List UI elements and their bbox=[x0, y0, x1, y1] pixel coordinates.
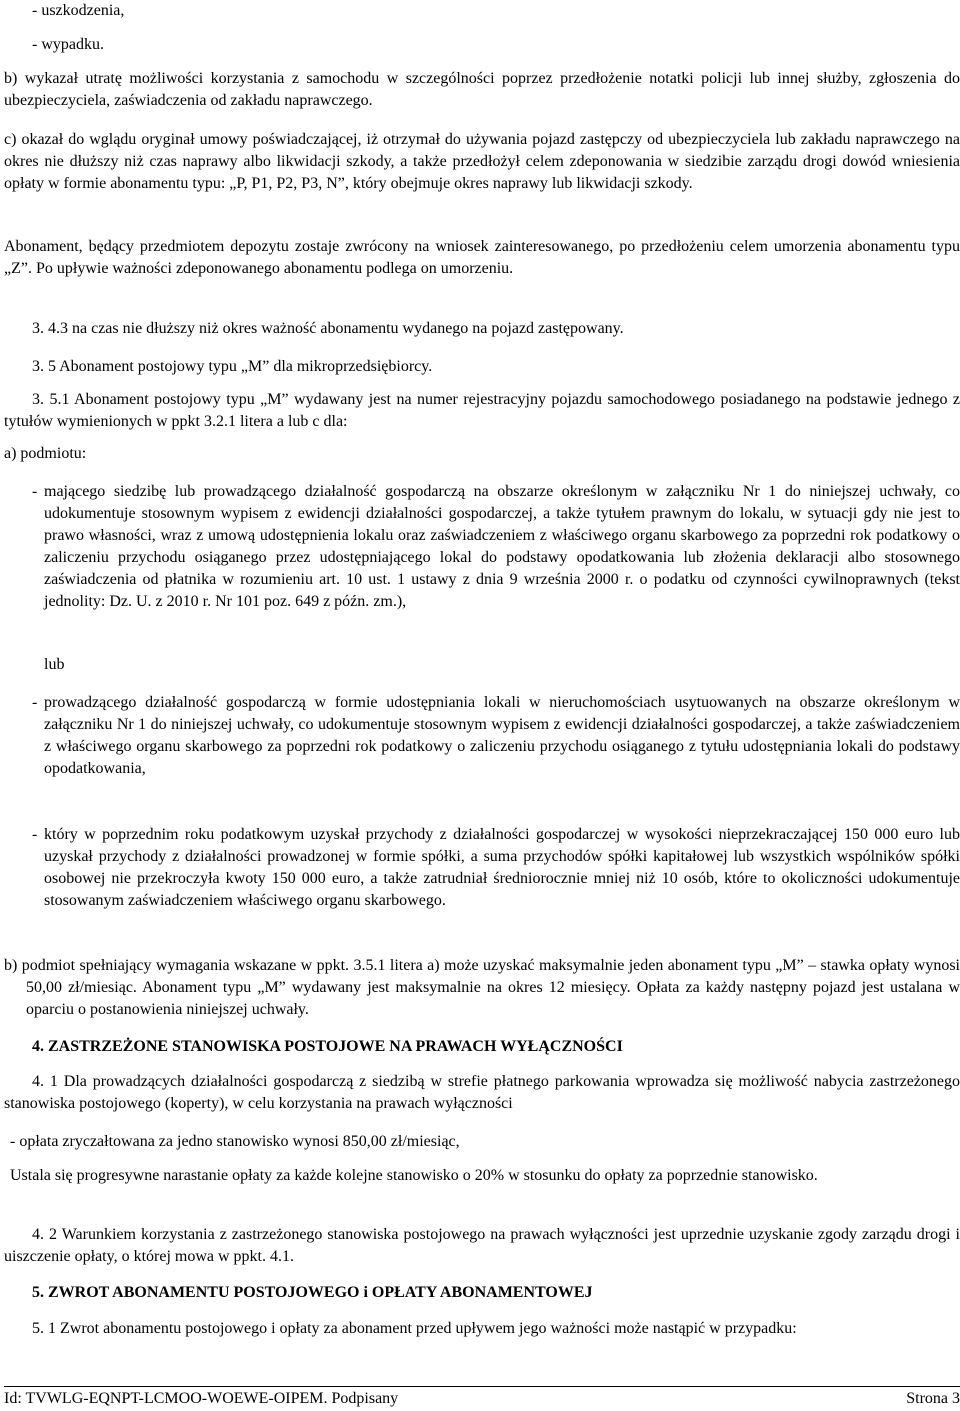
document-id: Id: TVWLG-EQNPT-LCMOO-WOEWE-OIPEM. Podpisany bbox=[4, 1390, 399, 1407]
paragraph-3-5: 3. 5 Abonament postojowy typu „M” dla mikroprzedsiębiorcy. bbox=[32, 358, 433, 375]
list-dash: - bbox=[32, 826, 38, 843]
paragraph-abonament: Abonament, będący przedmiotem depozytu zostaje zwrócony na wniosek zainteresowanego, po przedłożeniu celem umorzenia abonamentu typu „Z”. Po upływie ważności zdeponowanego abonamentu podlega on umorzeniu. bbox=[4, 238, 960, 277]
paragraph-5-1: 5. 1 Zwrot abonamentu postojowego i opłaty za abonament przed upływem jego ważności może nastąpić w przypadku: bbox=[32, 1320, 797, 1337]
paragraph-3-4-3: 3. 4.3 na czas nie dłuższy niż okres ważność abonamentu wydanego na pojazd zastępowany. bbox=[32, 320, 624, 337]
list-item: - uszkodzenia, bbox=[32, 2, 125, 19]
section-heading-4 bbox=[32, 1036, 960, 1058]
paragraph-oplata: - opłata zryczałtowana za jedno stanowisko wynosi 850,00 zł/miesiąc, bbox=[10, 1133, 460, 1150]
list-item: - wypadku. bbox=[32, 36, 104, 53]
list-dash: - bbox=[32, 483, 38, 500]
list-item: mającego siedzibę lub prowadzącego działalność gospodarczą na obszarze określonym w załączniku Nr 1 do niniejszej uchwały, co udokumentuje stosownym wypisem z ewidencji działalności gospodarczej, a także tytułem prawnym do lokalu, w sytuacji gdy nie jest to prawo własności, wraz z umową udostępnienia lokalu oraz zaświadczeniem z właściwego organu skarbowego za poprzedni rok podatkowy o zaliczeniu przychodu osiąganego przez udostępniającego lokal do podstawy opodatkowania lub złożenia deklaracji albo stosownego zaświadczenia od płatnika w rozumieniu art. 10 ust. 1 ustawy z dnia 9 września 2000 r. o podatku od czynności cywilnoprawnych (tekst jednolity: Dz. U. z 2010 r. Nr 101 poz. 649 z późn. zm.), bbox=[44, 483, 960, 610]
heading-text: ZWROT ABONAMENTU POSTOJOWEGO i OPŁATY ABONAMENTOWEJ bbox=[48, 1284, 593, 1301]
connector-lub: lub bbox=[44, 656, 65, 673]
paragraph-3-5-1: 3. 5.1 Abonament postojowy typu „M” wydawany jest na numer rejestracyjny pojazdu samochodowego posiadanego na podstawie jednego z tytułów wymienionych w ppkt 3.2.1 litera a lub c dla: bbox=[4, 391, 960, 430]
page-number: Strona 3 bbox=[906, 1390, 960, 1407]
paragraph-ustala: Ustala się progresywne narastanie opłaty za każde kolejne stanowisko o 20% w stosunku do opłaty za poprzednie stanowisko. bbox=[10, 1167, 818, 1184]
paragraph-4-1: 4. 1 Dla prowadzących działalności gospodarczą z siedzibą w strefie płatnego parkowania wprowadza się możliwość nabycia zastrzeżonego stanowiska postojowego (koperty), w celu korzystania na prawach wyłączności bbox=[4, 1073, 960, 1112]
paragraph-b2: b) podmiot spełniający wymagania wskazane w ppkt. 3.5.1 litera a) może uzyskać maksymalnie jeden abonament typu „M” – stawka opłaty wynosi 50,00 zł/miesiąc. Abonament typu „M” wydawany jest maksymalnie na okres 12 miesięcy. Opłata za każdy następny pojazd jest ustalana w oparciu o postanowienia niniejszej uchwały. bbox=[4, 957, 960, 1018]
section-heading-5 bbox=[32, 1282, 960, 1304]
heading-text: ZASTRZEŻONE STANOWISKA POSTOJOWE NA PRAWACH WYŁĄCZNOŚCI bbox=[48, 1038, 623, 1055]
list-item: który w poprzednim roku podatkowym uzyskał przychody z działalności gospodarczej w wysokości nieprzekraczającej 150 000 euro lub uzyskał przychody z działalności prowadzonej w formie spółki, a suma przychodów spółki kapitałowej lub wszystkich wspólników spółki osobowej nie przekroczyła kwoty 150 000 euro, a także zatrudniał średniorocznie mniej niż 10 osób, które to okoliczności udokumentuje stosowanym zaświadczeniem właściwego organu skarbowego. bbox=[44, 826, 960, 909]
paragraph-c: c) okazał do wglądu oryginał umowy poświadczającej, iż otrzymał do używania pojazd zastępczy od ubezpieczyciela lub zakładu naprawczego na okres nie dłuższy niż czas naprawy albo likwidacji szkody, a także przedłożył celem zdeponowania w siedzibie zarządu drogi dowód wniesienia opłaty w formie abonamentu typu: „P, P1, P2, P3, N”, który obejmuje okres naprawy lub likwidacji szkody. bbox=[4, 131, 960, 192]
paragraph-b: b) wykazał utratę możliwości korzystania z samochodu w szczególności poprzez przedłożenie notatki policji lub innej służby, zgłoszenia do ubezpieczyciela, zaświadczenia od zakładu naprawczego. bbox=[4, 70, 960, 109]
page-footer bbox=[4, 1386, 960, 1407]
heading-number: 4. bbox=[32, 1038, 44, 1055]
list-item: prowadzącego działalność gospodarczą w formie udostępniania lokali w nieruchomościach usytuowanych na obszarze określonym w załączniku Nr 1 do niniejszej uchwały, co udokumentuje stosownym wypisem z ewidencji działalności gospodarczej, a także zaświadczeniem z właściwego organu skarbowego za poprzedni rok podatkowy o zaliczeniu przychodu osiąganego z tytułu udostępniania lokali do podstawy opodatkowania, bbox=[44, 694, 960, 777]
paragraph-a: a) podmiotu: bbox=[4, 445, 87, 462]
paragraph-4-2: 4. 2 Warunkiem korzystania z zastrzeżonego stanowiska postojowego na prawach wyłączności jest uprzednie uzyskanie zgody zarządu drogi i uiszczenie opłaty, o której mowa w ppkt. 4.1. bbox=[4, 1226, 960, 1265]
list-dash: - bbox=[32, 694, 38, 711]
heading-number: 5. bbox=[32, 1284, 44, 1301]
